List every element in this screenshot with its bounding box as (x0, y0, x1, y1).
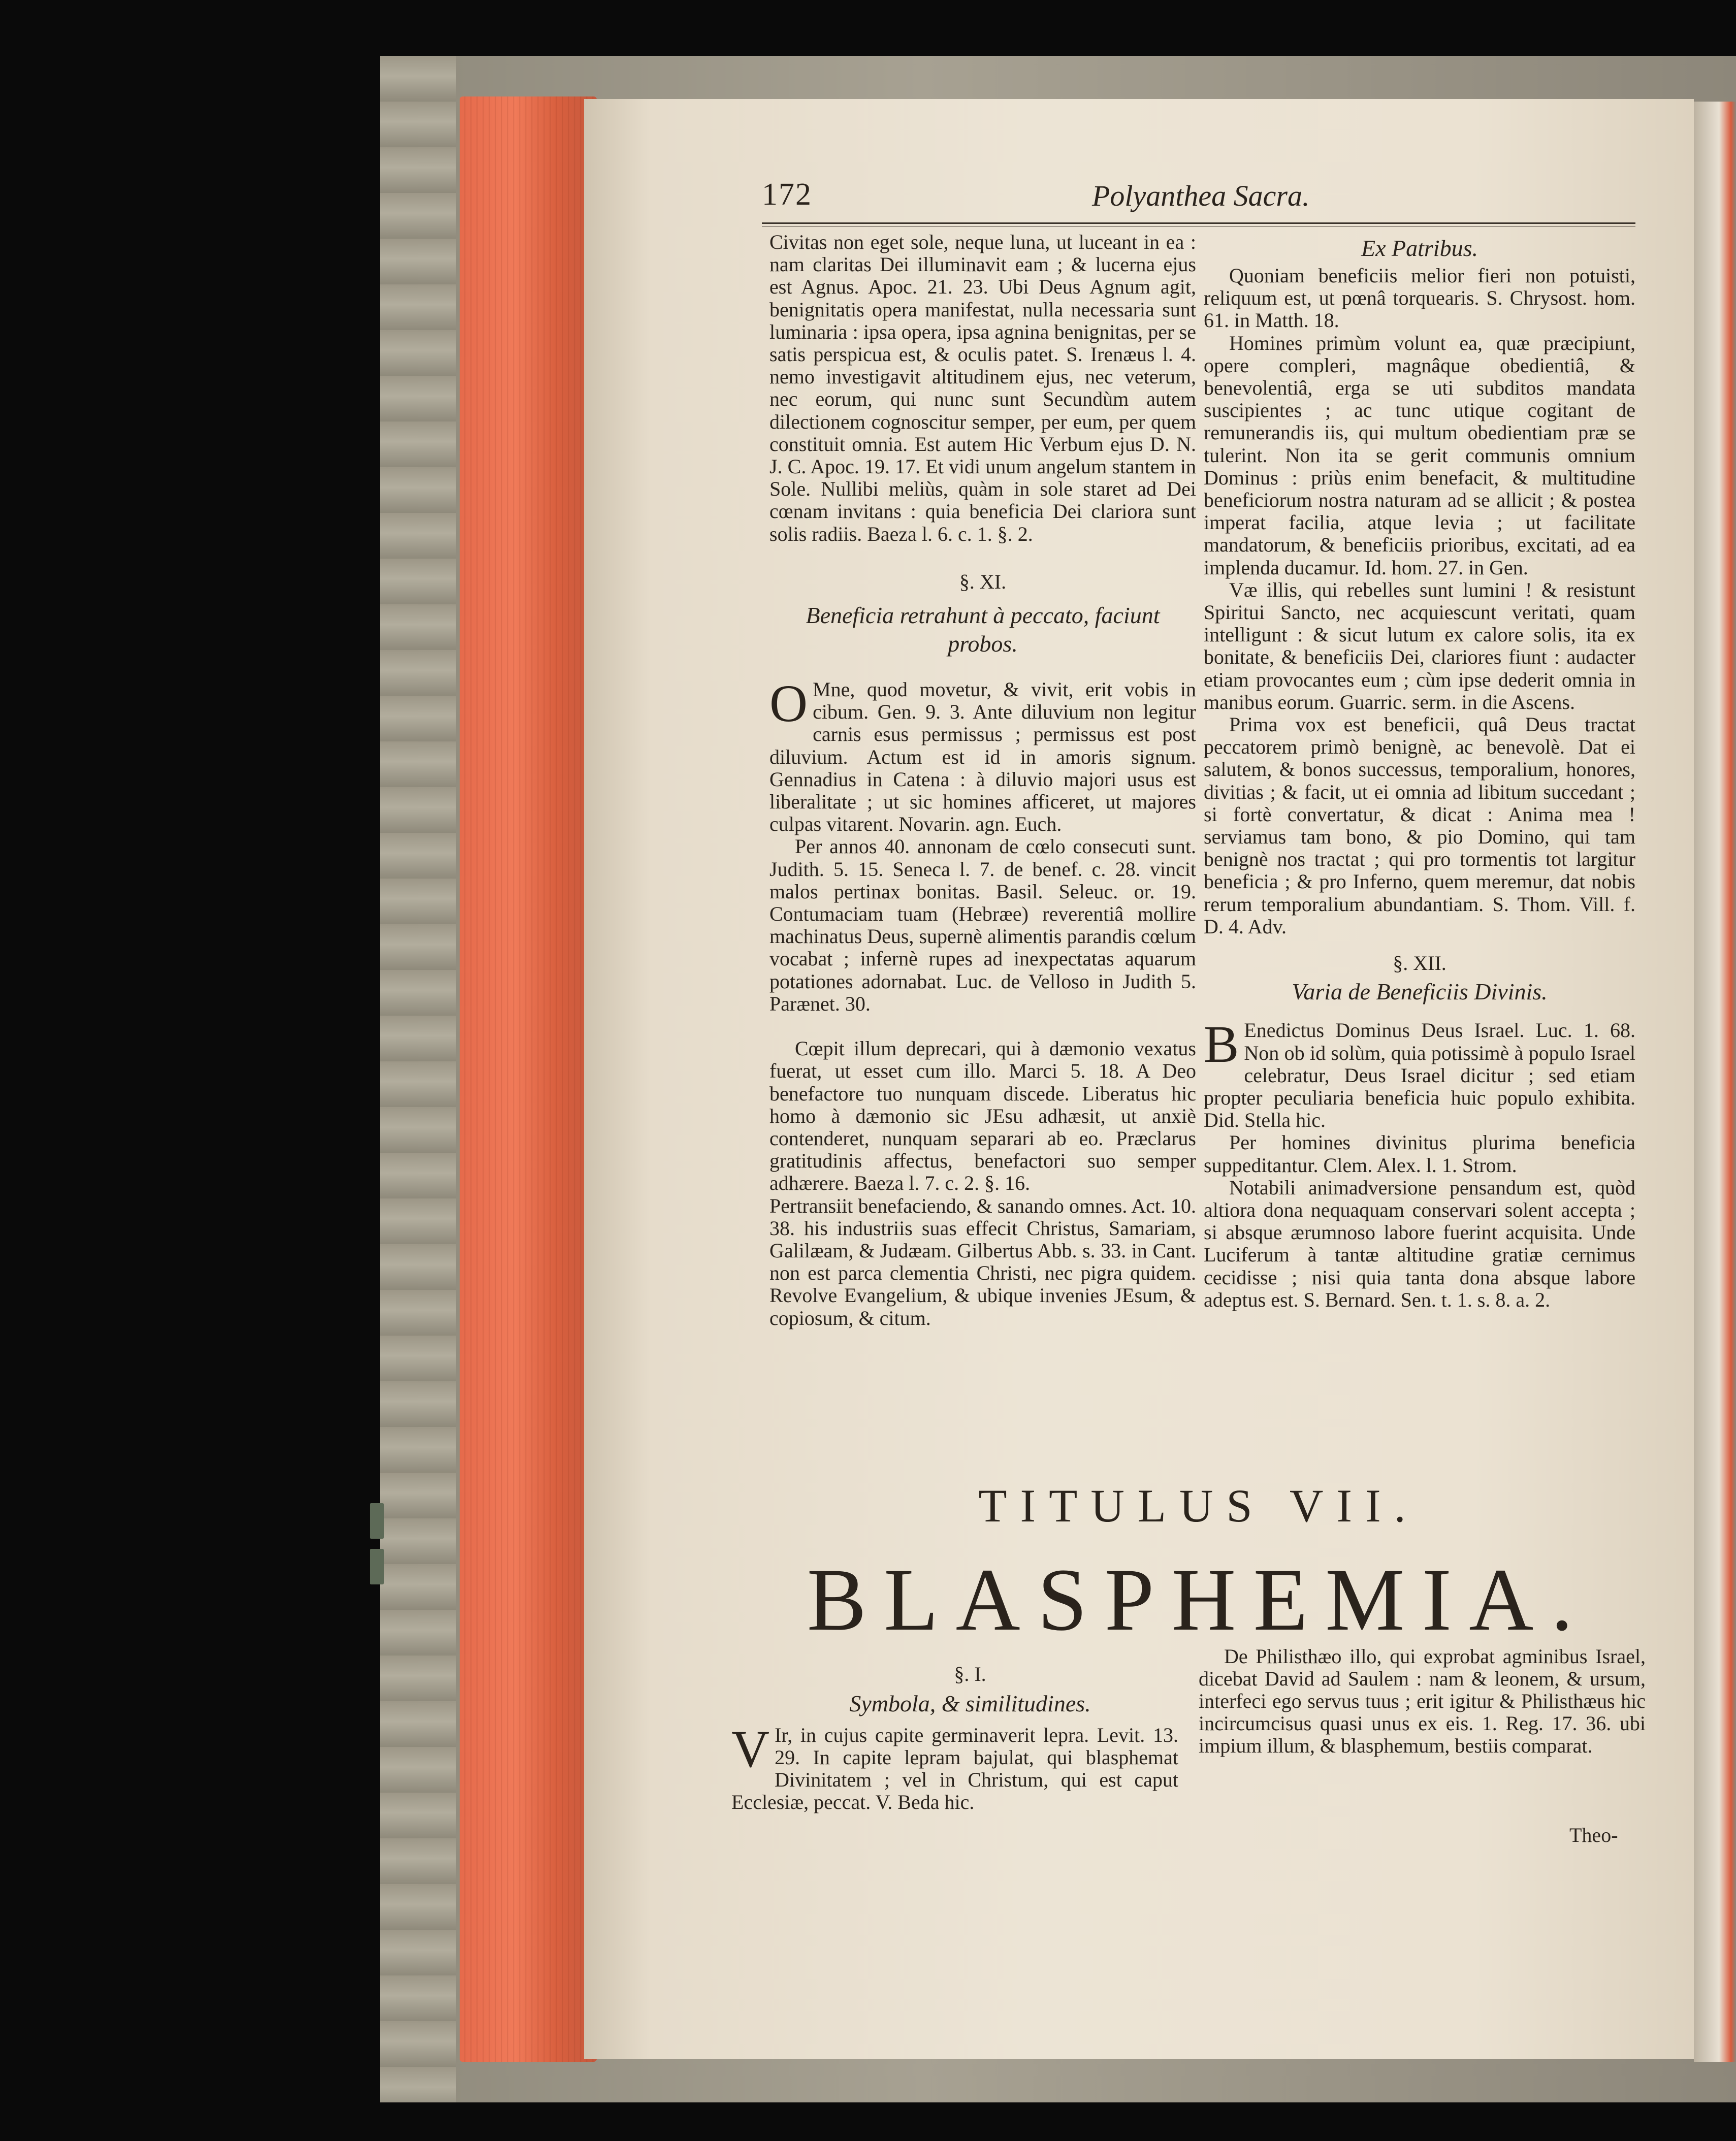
paragraph: Væ illis, qui rebelles sunt lumini ! & resistunt Spiritui Sancto, nec acquiescunt veritati, quam intelligunt : & sicut lutum ex calore solis, ita ex bonitate, & beneficiis Dei, clariores fiunt : audacter etiam provocantes eum ; cùm ipse dederit omnia in manibus eorum. Guarric. serm. in die Ascens. (1204, 578, 1635, 713)
paragraph: Prima vox est beneficii, quâ Deus tractat peccatorem primò benignè, ac benevolè. Dat ei salutem, & bonos successus, temporalium, honores, divitias ; & facit, ut ei omnia ad libitum succedant ; si fortè convertatur, & dicat : Anima mea ! serviamus tam bono, & pio Domino, qui tam benignè nos tractat ; qui pro tormentis tot largitur beneficia ; & pro Inferno, quem meremur, dat nobis rerum temporalium abundantiam. S. Thom. Vill. f. D. 4. Adv. (1204, 713, 1635, 938)
page-header (762, 177, 1635, 222)
section-heading: Symbola, & similitudines. (849, 1691, 1091, 1716)
page-number: 172 (762, 177, 812, 212)
section-number: §. XI. (959, 570, 1007, 593)
paragraph: Notabili animadversione pensandum est, quòd altiora dona nequaquam conservari solent accepta ; si absque ærumnoso labore fuerint acquisita. Unde Luciferum à tantæ altitudine gratiæ cernimus cecidisse ; nisi quia tanta dona absque labore adeptus est. S. Bernard. Sen. t. 1. s. 8. a. 2. (1204, 1176, 1635, 1311)
bottom-left-column (731, 1663, 1178, 1813)
chapter-title: BLASPHEMIA. (807, 1550, 1591, 1649)
paragraph: V Ir, in cujus capite germinaverit lepra. Levit. 13. 29. In capite lepram bajulat, qui blasphemat Divinitatem ; vel in Christum, qui est caput Ecclesiæ, peccat. V. Beda hic. (731, 1720, 1178, 1813)
bottom-right-column (1199, 1645, 1646, 1757)
section-heading: Varia de Beneficiis Divinis. (1292, 979, 1548, 1005)
paragraph: Homines primùm volunt ea, quæ præcipiunt, opere compleri, magnâque obedientiâ, & benevolentiâ, erga se uti subditos mandata suscipientes ; ac tunc utique cogitant de remunerandis iis, qui multum obedientiam præ se tulerint. Non ita se gerit communis omnium Dominus : priùs enim benefacit, & multitudine beneficiorum nostra naturam ad se allicit ; & postea imperat facilia, atque levia ; ut facilitate mandatorum, & beneficiis prioribus, excitati, ad ea implenda ducamur. Id. hom. 27. in Gen. (1204, 331, 1635, 579)
title-number: TITULUS VII. (978, 1480, 1419, 1532)
drop-cap: V (731, 1720, 770, 1778)
header-rule (762, 222, 1635, 224)
paragraph: Quoniam beneficiis melior fieri non potuisti, reliquum est, ut pœnâ torquearis. S. Chrysost. hom. 61. in Matth. 18. (1204, 264, 1635, 332)
paragraph: Civitas non eget sole, neque luna, ut luceant in ea : nam claritas Dei illuminavit eam ; & lucerna ejus est Agnus. Apoc. 21. 23. Ubi Deus Agnum agit, benignitatis opera manifestat, nulla necessaria sunt luminaria : ipsa opera, ipsa agnina benignitas, per se satis perspicua est, & oculis patet. S. Irenæus l. 4. nemo investigavit altitudinem ejus, nec veterum, nec eorum, qui nunc sunt Secundùm autem dilectionem cognoscitur semper, per eum, per quem constituit omnia. Est autem Hic Verbum ejus D. N. J. C. Apoc. 19. 17. Et vidi unum angelum stantem in Sole. Nullibi meliùs, quàm in sole staret ad Dei cœnam invitans : quia beneficia Dei clariora sunt solis radiis. Baeza l. 6. c. 1. §. 2. (769, 231, 1196, 545)
running-title: Polyanthea Sacra. (1092, 179, 1310, 212)
paragraph: De Philisthæo illo, qui exprobat agminibus Israel, dicebat David ad Saulem : nam & leonem, & ursum, interfeci ego servus tuus ; erit igitur & Philisthæus hic incircumcisus quasi unus ex eis. 1. Reg. 17. 36. ubi impium illum, & blasphemum, bestiis comparat. (1199, 1645, 1646, 1757)
left-column (769, 231, 1196, 1329)
catchword: Theo- (1569, 1824, 1618, 1846)
section-heading: Ex Patribus. (1361, 235, 1478, 261)
paragraph: Cœpit illum deprecari, qui à dæmonio vexatus fuerat, ut esset cum illo. Marci 5. 18. A Deo benefactore tuo nunquam discede. Liberatus hic homo à dæmonio sic JEsu adhæsit, ut anxiè contenderet, nunquam separari ab eo. Præclarus gratitudinis affectus, benefactori suo semper adhærere. Baeza l. 7. c. 2. §. 16. (769, 1037, 1196, 1195)
clasp-tab (370, 1503, 384, 1539)
paragraph: Per homines divinitus plurima beneficia suppeditantur. Clem. Alex. l. 1. Strom. (1204, 1131, 1635, 1177)
drop-cap: B (1204, 1015, 1239, 1074)
header-rule (762, 226, 1635, 227)
clasp-tab (370, 1549, 384, 1584)
drop-cap: O (769, 674, 808, 733)
paragraph: B Enedictus Dominus Deus Israel. Luc. 1. 68. Non ob id solùm, quia potissimè à populo Israel celebratur, Deus Israel dicitur ; sed etiam propter peculiaria beneficia huic populo exhibita. Did. Stella hic. (1204, 1015, 1635, 1132)
section-number: §. I. (954, 1663, 986, 1685)
section-heading: Beneficia retrahunt à peccato, faciunt probos. (806, 602, 1160, 657)
paragraph: O Mne, quod movetur, & vivit, erit vobis in cibum. Gen. 9. 3. Ante diluvium non legitur carnis esus permissus ; permissus est post diluvium. Actum est id in amoris signum. Gennadius in Catena : à diluvio majori usus est liberalitate ; ut sic homines afficeret, ut majores culpas vitarent. Novarin. agn. Euch. (769, 674, 1196, 836)
paragraph: Pertransiit benefaciendo, & sanando omnes. Act. 10. 38. his industriis suas effecit Christus, Samariam, Galilæam, & Judæam. Gilbertus Abb. s. 33. in Cant. non est parca clementia Christi, nec pigra quidem. Revolve Evangelium, & ubique invenies JEsum, & copiosum, & citum. (769, 1194, 1196, 1329)
facing-page-edge (1694, 102, 1736, 2062)
page-edge-lines (460, 96, 597, 2062)
paragraph: Per annos 40. annonam de cœlo consecuti sunt. Judith. 5. 15. Seneca l. 7. de benef. c. 28. vincit malos pertinax bonitas. Basil. Seleuc. or. 19. Contumaciam tuam (Hebræe) reverentiâ mollire machinatus Deus, supernè alimentis parandis cœlum vocabat ; infernè rupes ad inexpectatas aquarum potationes adornabat. Luc. de Velloso in Judith 5. Parænet. 30. (769, 835, 1196, 1015)
right-column (1204, 231, 1635, 1311)
book-spine (380, 56, 456, 2102)
section-number: §. XII. (1393, 952, 1446, 975)
